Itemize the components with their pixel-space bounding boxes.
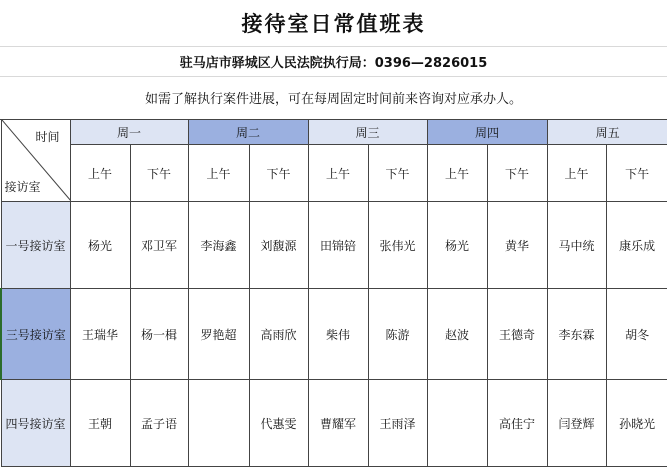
day-header-tue[interactable]: 周二: [188, 120, 308, 145]
day-header-row: [1, 120, 667, 145]
staff-cell[interactable]: 杨光: [427, 202, 487, 289]
staff-cell[interactable]: 曹耀军: [308, 380, 368, 467]
half-day-header[interactable]: 上午: [188, 145, 249, 202]
staff-cell[interactable]: 王雨泽: [368, 380, 427, 467]
day-header-fri[interactable]: 周五: [547, 120, 667, 145]
duty-roster-table: [0, 119, 667, 467]
staff-cell[interactable]: 田锦锫: [308, 202, 368, 289]
staff-cell[interactable]: 康乐成: [606, 202, 667, 289]
half-day-header-row: [1, 145, 667, 202]
room-label[interactable]: 四号接访室: [1, 380, 70, 467]
staff-cell[interactable]: 杨一楫: [130, 289, 188, 380]
staff-cell[interactable]: 罗艳超: [188, 289, 249, 380]
staff-cell[interactable]: 王德奇: [487, 289, 547, 380]
half-day-header[interactable]: 下午: [368, 145, 427, 202]
staff-cell[interactable]: 张伟光: [368, 202, 427, 289]
staff-cell[interactable]: 闫登辉: [547, 380, 606, 467]
staff-cell[interactable]: 王朝: [70, 380, 130, 467]
half-day-header[interactable]: 下午: [249, 145, 308, 202]
staff-cell[interactable]: 孙晓光: [606, 380, 667, 467]
staff-cell[interactable]: 马中统: [547, 202, 606, 289]
staff-cell[interactable]: [188, 380, 249, 467]
room-rows: [1, 202, 667, 467]
staff-cell[interactable]: 孟子语: [130, 380, 188, 467]
staff-cell[interactable]: 邓卫军: [130, 202, 188, 289]
corner-time-label: 时间: [35, 130, 60, 144]
court-contact-line[interactable]: 驻马店市驿城区人民法院执行局：0396—2826015: [0, 46, 667, 77]
corner-cell[interactable]: [1, 120, 70, 202]
half-day-header[interactable]: 上午: [427, 145, 487, 202]
staff-cell[interactable]: 王瑞华: [70, 289, 130, 380]
staff-cell[interactable]: 陈游: [368, 289, 427, 380]
day-header-thu[interactable]: 周四: [427, 120, 547, 145]
staff-cell[interactable]: 刘馥源: [249, 202, 308, 289]
staff-cell[interactable]: 杨光: [70, 202, 130, 289]
half-day-header[interactable]: 下午: [606, 145, 667, 202]
day-header-mon[interactable]: 周一: [70, 120, 188, 145]
room-label[interactable]: 三号接访室: [1, 289, 70, 380]
half-day-header[interactable]: 下午: [487, 145, 547, 202]
sheet-title[interactable]: 接待室日常值班表: [0, 0, 667, 47]
staff-cell[interactable]: 高雨欣: [249, 289, 308, 380]
consultation-note[interactable]: 如需了解执行案件进展，可在每周固定时间前来咨询对应承办人。: [0, 76, 667, 120]
day-header-wed[interactable]: 周三: [308, 120, 427, 145]
room-row: [1, 380, 667, 467]
staff-cell[interactable]: 赵波: [427, 289, 487, 380]
staff-cell[interactable]: 李东霖: [547, 289, 606, 380]
room-row: [1, 289, 667, 380]
staff-cell[interactable]: 柴伟: [308, 289, 368, 380]
staff-cell[interactable]: 李海鑫: [188, 202, 249, 289]
staff-cell[interactable]: 高佳宁: [487, 380, 547, 467]
staff-cell[interactable]: [427, 380, 487, 467]
half-day-header[interactable]: 上午: [70, 145, 130, 202]
room-row: [1, 202, 667, 289]
half-day-header[interactable]: 下午: [130, 145, 188, 202]
room-label[interactable]: 一号接访室: [1, 202, 70, 289]
staff-cell[interactable]: 黄华: [487, 202, 547, 289]
half-day-header[interactable]: 上午: [547, 145, 606, 202]
staff-cell[interactable]: 胡冬: [606, 289, 667, 380]
half-day-header[interactable]: 上午: [308, 145, 368, 202]
staff-cell[interactable]: 代惠雯: [249, 380, 308, 467]
corner-room-label: 接访室: [4, 180, 41, 194]
